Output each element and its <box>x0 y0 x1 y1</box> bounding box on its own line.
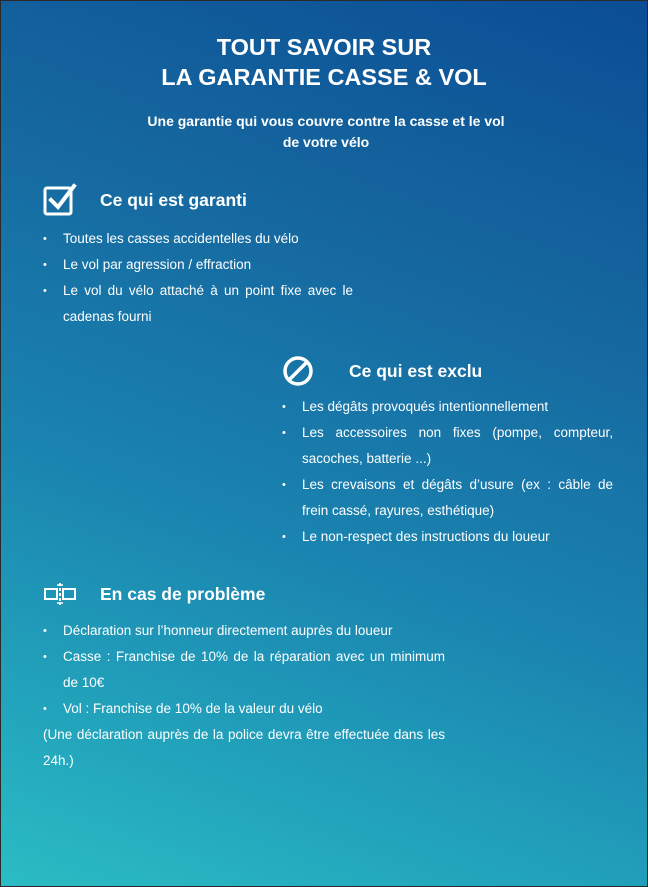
page-title <box>1 32 647 92</box>
police-note: (Une déclaration auprès de la police devra être effectuée dans les 24h.) <box>43 727 445 768</box>
problem-list <box>43 618 445 722</box>
broken-bike-icon <box>43 582 77 606</box>
excluded-list <box>282 394 613 550</box>
problem-heading: En cas de problème <box>100 583 266 604</box>
list-item: • Casse : Franchise de 10% de la réparation avec un minimum de 10€ <box>43 644 445 696</box>
list-item: • Les dégâts provoqués intentionnellement <box>282 394 613 420</box>
checkbox-icon <box>43 183 77 217</box>
list-item: • Le vol du vélo attaché à un point fixe avec le cadenas fourni <box>43 278 353 330</box>
list-item: • Les crevaisons et dégâts d’usure (ex : câble de frein cassé, rayures, esthétique) <box>282 472 613 524</box>
list-item: • Les accessoires non fixes (pompe, compteur, sacoches, batterie ...) <box>282 420 613 472</box>
covered-section-header <box>43 183 247 217</box>
title-line-2: LA GARANTIE CASSE & VOL <box>161 64 487 90</box>
excluded-heading: Ce qui est exclu <box>349 360 483 381</box>
list-item: • Le vol par agression / effraction <box>43 252 353 278</box>
list-item: • Déclaration sur l’honneur directement auprès du loueur <box>43 618 445 644</box>
problem-section-header <box>43 582 265 606</box>
page-subtitle <box>101 111 551 153</box>
list-item: • Vol : Franchise de 10% de la valeur du vélo <box>43 696 445 722</box>
covered-list <box>43 226 353 330</box>
covered-heading: Ce qui est garanti <box>100 189 247 210</box>
title-line-1: TOUT SAVOIR SUR <box>216 34 432 60</box>
list-item: • Le non-respect des instructions du loueur <box>282 524 613 550</box>
excluded-section-header <box>282 355 482 387</box>
subtitle-line-1: Une garantie qui vous couvre contre la casse et le vol <box>147 113 505 129</box>
list-item: • Toutes les casses accidentelles du vélo <box>43 226 353 252</box>
subtitle-line-2: de votre vélo <box>282 134 370 150</box>
prohibited-icon <box>282 355 314 387</box>
